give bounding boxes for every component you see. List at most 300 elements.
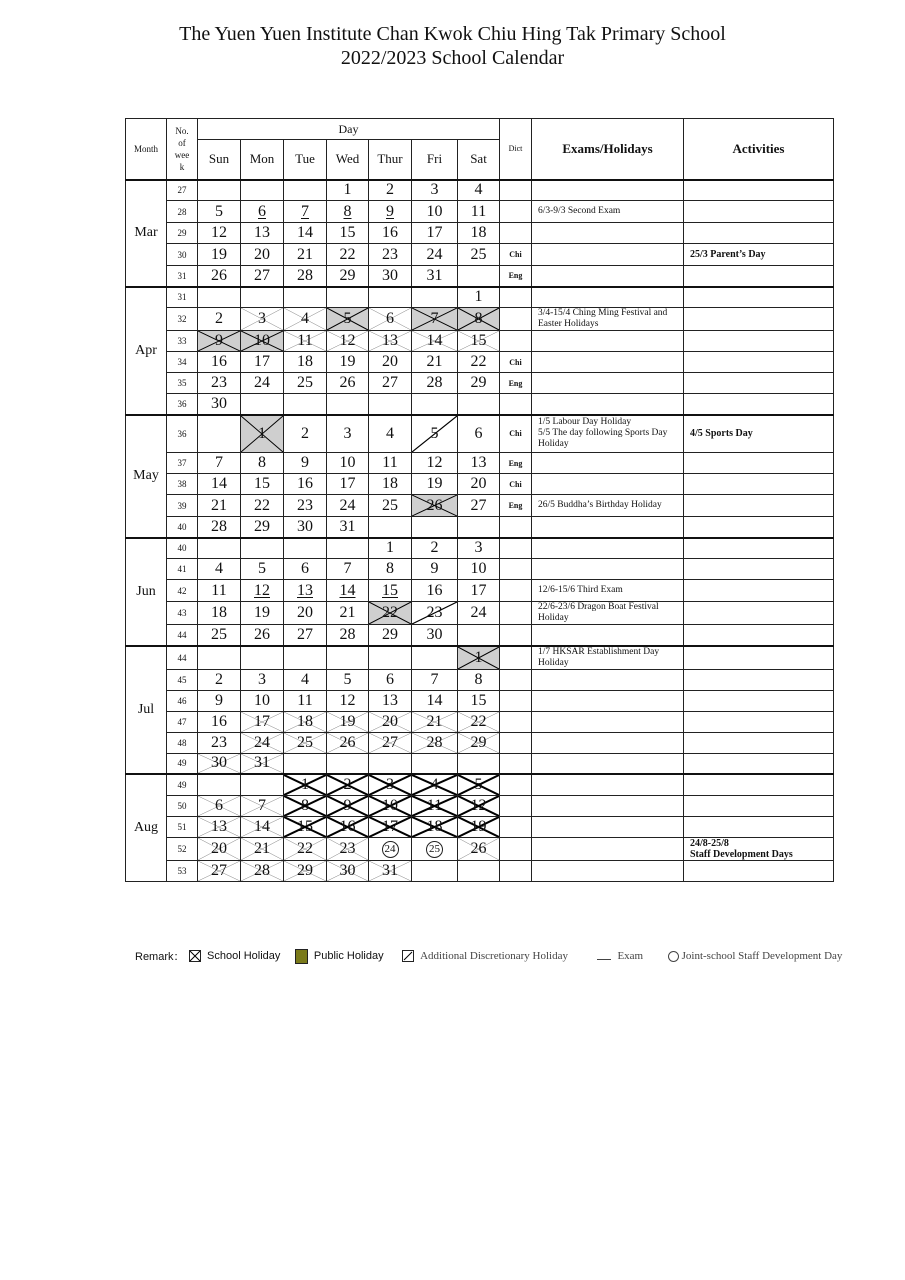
activity-cell — [684, 795, 834, 816]
day-cell — [458, 837, 500, 860]
day-cell — [369, 266, 412, 287]
week-number: 37 — [167, 453, 198, 474]
day-cell — [369, 753, 412, 774]
week-number: 49 — [167, 774, 198, 795]
day-cell — [412, 625, 458, 646]
week-number: 53 — [167, 860, 198, 881]
day-cell — [458, 669, 500, 690]
day-cell — [198, 201, 241, 223]
week-row — [126, 732, 834, 753]
exam-holiday-cell — [532, 711, 684, 732]
day-cell — [284, 331, 327, 352]
day-cell — [241, 266, 284, 287]
day-cell — [369, 732, 412, 753]
day-number: 20 — [382, 353, 398, 370]
day-number: 3 — [474, 539, 483, 557]
day-number: 6 — [474, 424, 483, 442]
weekday-header: Tue — [284, 140, 327, 180]
day-number: 17 — [426, 224, 443, 241]
day-cell — [412, 559, 458, 580]
day-number: 9 — [215, 691, 223, 709]
day-cell — [241, 180, 284, 201]
dictation-cell — [500, 287, 532, 308]
day-number: 3 — [430, 181, 439, 199]
day-cell — [327, 287, 369, 308]
day-cell — [327, 580, 369, 602]
day-number: 6 — [386, 670, 394, 688]
day-cell — [412, 774, 458, 795]
day-cell — [198, 625, 241, 646]
day-number: 2 — [215, 670, 223, 688]
day-number: 23 — [211, 374, 227, 391]
activity-cell — [684, 352, 834, 373]
day-cell — [369, 331, 412, 352]
day-cell — [327, 415, 369, 453]
day-number: 8 — [301, 796, 309, 814]
day-number: 16 — [297, 475, 313, 492]
exam-holiday-cell: 1/7 HKSAR Establishment Day Holiday — [532, 646, 684, 670]
day-number: 7 — [430, 670, 439, 688]
day-number: 22 — [254, 496, 270, 514]
day-cell — [284, 732, 327, 753]
day-cell — [412, 732, 458, 753]
day-cell — [458, 287, 500, 308]
day-number: 27 — [211, 861, 227, 879]
week-number: 42 — [167, 580, 198, 602]
day-number: 1 — [386, 539, 394, 557]
day-number: 26 — [470, 839, 487, 857]
day-number: 29 — [339, 266, 356, 284]
school-holiday-swatch-icon — [189, 950, 201, 962]
day-cell — [241, 495, 284, 517]
week-row — [126, 517, 834, 538]
day-cell — [284, 816, 327, 837]
dictation-cell — [500, 625, 532, 646]
day-number: 24 — [254, 374, 270, 391]
exam-holiday-cell — [532, 352, 684, 373]
day-cell — [369, 287, 412, 308]
day-cell — [412, 308, 458, 331]
day-cell — [327, 180, 369, 201]
dictation-cell — [500, 331, 532, 352]
day-number: 8 — [343, 202, 352, 220]
week-row — [126, 394, 834, 415]
dictation-cell — [500, 559, 532, 580]
day-number: 9 — [301, 454, 309, 471]
day-number: 10 — [339, 454, 356, 471]
calendar-year-title: 2022/2023 School Calendar — [340, 47, 565, 69]
day-cell — [458, 308, 500, 331]
week-number: 32 — [167, 308, 198, 331]
day-cell — [369, 180, 412, 201]
dictation-cell: Chi — [500, 352, 532, 373]
day-cell — [198, 373, 241, 394]
week-row — [126, 373, 834, 394]
day-number: 4 — [215, 560, 223, 577]
additional-holiday-swatch-icon — [402, 950, 414, 962]
exam-holiday-cell — [532, 394, 684, 415]
activity-cell — [684, 453, 834, 474]
dictation-cell — [500, 646, 532, 670]
day-cell — [369, 625, 412, 646]
day-cell — [198, 266, 241, 287]
day-cell — [241, 517, 284, 538]
day-number: 24 — [470, 604, 487, 621]
staff-dev-circle-icon — [668, 951, 679, 962]
exam-holiday-cell — [532, 860, 684, 881]
month-label: Mar — [126, 180, 167, 287]
day-number: 21 — [426, 712, 443, 730]
day-number: 17 — [382, 817, 398, 835]
day-number: 19 — [339, 353, 356, 370]
day-cell — [198, 602, 241, 625]
day-number: 5 — [343, 310, 352, 327]
day-number: 31 — [426, 266, 443, 284]
activity-cell: 25/3 Parent’s Day — [684, 244, 834, 266]
day-number: 11 — [426, 796, 443, 814]
week-row — [126, 690, 834, 711]
day-cell — [369, 474, 412, 495]
day-cell — [327, 474, 369, 495]
day-cell — [458, 860, 500, 881]
day-cell — [412, 669, 458, 690]
day-cell — [241, 795, 284, 816]
day-number: 1 — [343, 181, 352, 199]
activity-cell — [684, 394, 834, 415]
dictation-cell — [500, 602, 532, 625]
day-cell — [458, 816, 500, 837]
day-number: 1 — [301, 775, 309, 793]
day-cell — [284, 287, 327, 308]
day-cell — [458, 394, 500, 415]
day-cell — [284, 625, 327, 646]
day-cell — [241, 711, 284, 732]
day-number: 14 — [211, 475, 227, 492]
day-number: 21 — [254, 839, 270, 857]
day-cell — [458, 244, 500, 266]
day-number: 15 — [339, 224, 356, 241]
day-cell — [198, 308, 241, 331]
day-number: 15 — [470, 691, 487, 709]
day-number: 2 — [386, 181, 394, 199]
day-cell — [412, 223, 458, 244]
day-number: 19 — [339, 712, 356, 730]
day-cell — [458, 474, 500, 495]
day-number: 24 — [254, 733, 270, 751]
day-cell — [241, 690, 284, 711]
day-cell — [198, 331, 241, 352]
day-cell — [284, 517, 327, 538]
day-number: 23 — [339, 839, 356, 857]
day-number: 22 — [339, 245, 356, 263]
day-number: 30 — [426, 625, 443, 643]
day-cell — [369, 774, 412, 795]
day-number: 3 — [258, 310, 266, 327]
day-number: 21 — [426, 353, 443, 370]
day-number: 13 — [382, 332, 398, 349]
activity-cell: 4/5 Sports Day — [684, 415, 834, 453]
day-cell — [327, 837, 369, 860]
dictation-cell — [500, 669, 532, 690]
dictation-cell — [500, 711, 532, 732]
day-number: 27 — [470, 496, 487, 514]
day-number: 19 — [470, 817, 487, 835]
day-cell — [198, 732, 241, 753]
weekday-header: Thur — [369, 140, 412, 180]
day-cell — [458, 180, 500, 201]
week-header-line: wee — [174, 149, 190, 160]
public-holiday-swatch-icon — [295, 949, 308, 964]
week-header-line: k — [179, 161, 185, 172]
day-number: 27 — [382, 374, 398, 391]
day-cell — [369, 602, 412, 625]
activity-cell — [684, 669, 834, 690]
exam-holiday-cell — [532, 287, 684, 308]
day-number: 27 — [382, 733, 398, 751]
day-number: 13 — [297, 581, 313, 599]
day-cell — [458, 559, 500, 580]
day-cell — [458, 517, 500, 538]
day-cell — [284, 602, 327, 625]
week-number: 39 — [167, 495, 198, 517]
day-cell — [458, 690, 500, 711]
dictation-cell — [500, 394, 532, 415]
day-cell — [327, 559, 369, 580]
day-number: 24 — [426, 245, 443, 263]
legend-label: Remark： — [135, 951, 185, 963]
week-row — [126, 580, 834, 602]
week-number: 40 — [167, 538, 198, 559]
exam-holiday-cell — [532, 474, 684, 495]
day-cell — [369, 223, 412, 244]
day-number: 20 — [470, 475, 487, 492]
day-number: 25 — [426, 841, 443, 858]
week-row — [126, 538, 834, 559]
day-number: 23 — [297, 496, 313, 514]
day-number: 11 — [297, 691, 313, 709]
week-number: 41 — [167, 559, 198, 580]
day-number: 5 — [430, 424, 439, 442]
exam-holiday-cell — [532, 669, 684, 690]
day-cell — [327, 331, 369, 352]
day-number: 28 — [339, 625, 356, 643]
day-cell — [458, 711, 500, 732]
dictation-cell — [500, 517, 532, 538]
day-number: 14 — [339, 581, 356, 599]
day-cell — [327, 795, 369, 816]
day-cell — [327, 669, 369, 690]
dictation-cell: Eng — [500, 266, 532, 287]
day-cell — [284, 266, 327, 287]
week-number: 47 — [167, 711, 198, 732]
day-number: 20 — [254, 245, 270, 263]
week-number: 34 — [167, 352, 198, 373]
day-cell — [198, 795, 241, 816]
day-cell — [369, 373, 412, 394]
day-cell — [198, 860, 241, 881]
day-cell — [241, 753, 284, 774]
day-cell — [284, 373, 327, 394]
week-row — [126, 837, 834, 860]
exam-holiday-cell — [532, 331, 684, 352]
week-number: 45 — [167, 669, 198, 690]
day-cell — [412, 474, 458, 495]
day-number: 7 — [258, 796, 266, 814]
week-row — [126, 287, 834, 308]
week-number: 36 — [167, 394, 198, 415]
day-number: 14 — [426, 332, 443, 349]
week-number: 33 — [167, 331, 198, 352]
day-number: 10 — [470, 560, 487, 577]
week-row — [126, 308, 834, 331]
activity-cell — [684, 266, 834, 287]
day-number: 12 — [426, 454, 443, 471]
day-number: 7 — [301, 202, 309, 220]
day-cell — [369, 795, 412, 816]
day-number: 13 — [470, 454, 487, 471]
day-cell — [198, 646, 241, 670]
activity-cell — [684, 538, 834, 559]
weekday-header: Sat — [458, 140, 500, 180]
day-number: 5 — [474, 775, 483, 793]
exam-holiday-cell — [532, 559, 684, 580]
day-number: 10 — [382, 796, 398, 814]
day-cell — [241, 669, 284, 690]
day-number: 6 — [258, 202, 266, 220]
week-number: 49 — [167, 753, 198, 774]
day-cell — [327, 711, 369, 732]
day-number: 4 — [386, 424, 394, 442]
week-row — [126, 795, 834, 816]
day-cell — [412, 453, 458, 474]
week-number: 27 — [167, 180, 198, 201]
day-cell — [369, 244, 412, 266]
day-cell — [284, 580, 327, 602]
day-number: 29 — [470, 733, 487, 751]
day-number: 30 — [297, 517, 313, 535]
week-number: 29 — [167, 223, 198, 244]
day-cell — [284, 646, 327, 670]
activity-cell — [684, 646, 834, 670]
day-cell — [241, 331, 284, 352]
dictation-cell: Eng — [500, 453, 532, 474]
day-number: 13 — [254, 224, 270, 241]
day-cell — [198, 474, 241, 495]
day-cell — [369, 394, 412, 415]
day-cell — [241, 646, 284, 670]
day-cell — [412, 352, 458, 373]
day-header: Day — [198, 119, 500, 140]
day-cell — [327, 517, 369, 538]
day-number: 4 — [430, 775, 439, 793]
month-label: Aug — [126, 774, 167, 881]
day-cell — [284, 180, 327, 201]
day-cell — [412, 580, 458, 602]
day-number: 22 — [470, 712, 487, 730]
week-number: 51 — [167, 816, 198, 837]
day-number: 9 — [386, 202, 394, 220]
day-cell — [327, 266, 369, 287]
day-cell — [412, 795, 458, 816]
day-cell — [327, 244, 369, 266]
week-number: 48 — [167, 732, 198, 753]
day-cell — [198, 517, 241, 538]
day-cell — [458, 266, 500, 287]
day-cell — [198, 837, 241, 860]
legend-additional: Additional Discretionary Holiday — [420, 950, 568, 962]
activity-cell — [684, 474, 834, 495]
weekday-header: Fri — [412, 140, 458, 180]
day-cell — [241, 732, 284, 753]
day-number: 16 — [382, 224, 398, 241]
day-number: 2 — [430, 539, 439, 557]
day-cell — [241, 352, 284, 373]
day-number: 12 — [339, 691, 356, 709]
day-cell — [198, 287, 241, 308]
day-cell — [284, 690, 327, 711]
day-cell — [458, 415, 500, 453]
day-number: 4 — [301, 310, 309, 327]
day-cell — [241, 474, 284, 495]
day-cell — [327, 753, 369, 774]
day-number: 8 — [474, 310, 483, 327]
day-cell — [412, 753, 458, 774]
week-number: 30 — [167, 244, 198, 266]
dictation-cell — [500, 538, 532, 559]
exam-holiday-cell — [532, 538, 684, 559]
day-number: 26 — [339, 733, 356, 751]
dictation-cell — [500, 732, 532, 753]
day-cell — [241, 559, 284, 580]
day-number: 1 — [474, 648, 483, 666]
week-row — [126, 495, 834, 517]
day-number: 15 — [297, 817, 313, 835]
activity-cell — [684, 690, 834, 711]
week-row — [126, 816, 834, 837]
activity-cell — [684, 625, 834, 646]
day-number: 13 — [382, 691, 398, 709]
day-cell — [412, 517, 458, 538]
day-number: 16 — [339, 817, 356, 835]
day-cell — [241, 774, 284, 795]
day-number: 14 — [426, 691, 443, 709]
day-cell — [241, 602, 284, 625]
day-cell — [412, 495, 458, 517]
day-number: 18 — [426, 817, 443, 835]
day-cell — [241, 538, 284, 559]
activity-cell — [684, 732, 834, 753]
exam-holiday-cell: 26/5 Buddha’s Birthday Holiday — [532, 495, 684, 517]
day-number: 29 — [254, 517, 270, 535]
week-row — [126, 669, 834, 690]
day-cell — [412, 860, 458, 881]
exam-holiday-cell — [532, 732, 684, 753]
day-cell — [327, 602, 369, 625]
activity-cell — [684, 580, 834, 602]
day-number: 28 — [426, 733, 443, 751]
day-cell — [327, 538, 369, 559]
day-cell — [412, 201, 458, 223]
legend-staff-dev: Joint-school Staff Development Day — [681, 950, 843, 962]
day-cell — [458, 753, 500, 774]
day-number: 31 — [254, 754, 270, 772]
exam-holiday-cell — [532, 837, 684, 860]
activity-cell — [684, 331, 834, 352]
activity-cell — [684, 711, 834, 732]
day-number: 26 — [339, 374, 356, 391]
activity-cell — [684, 495, 834, 517]
month-label: Jun — [126, 538, 167, 646]
